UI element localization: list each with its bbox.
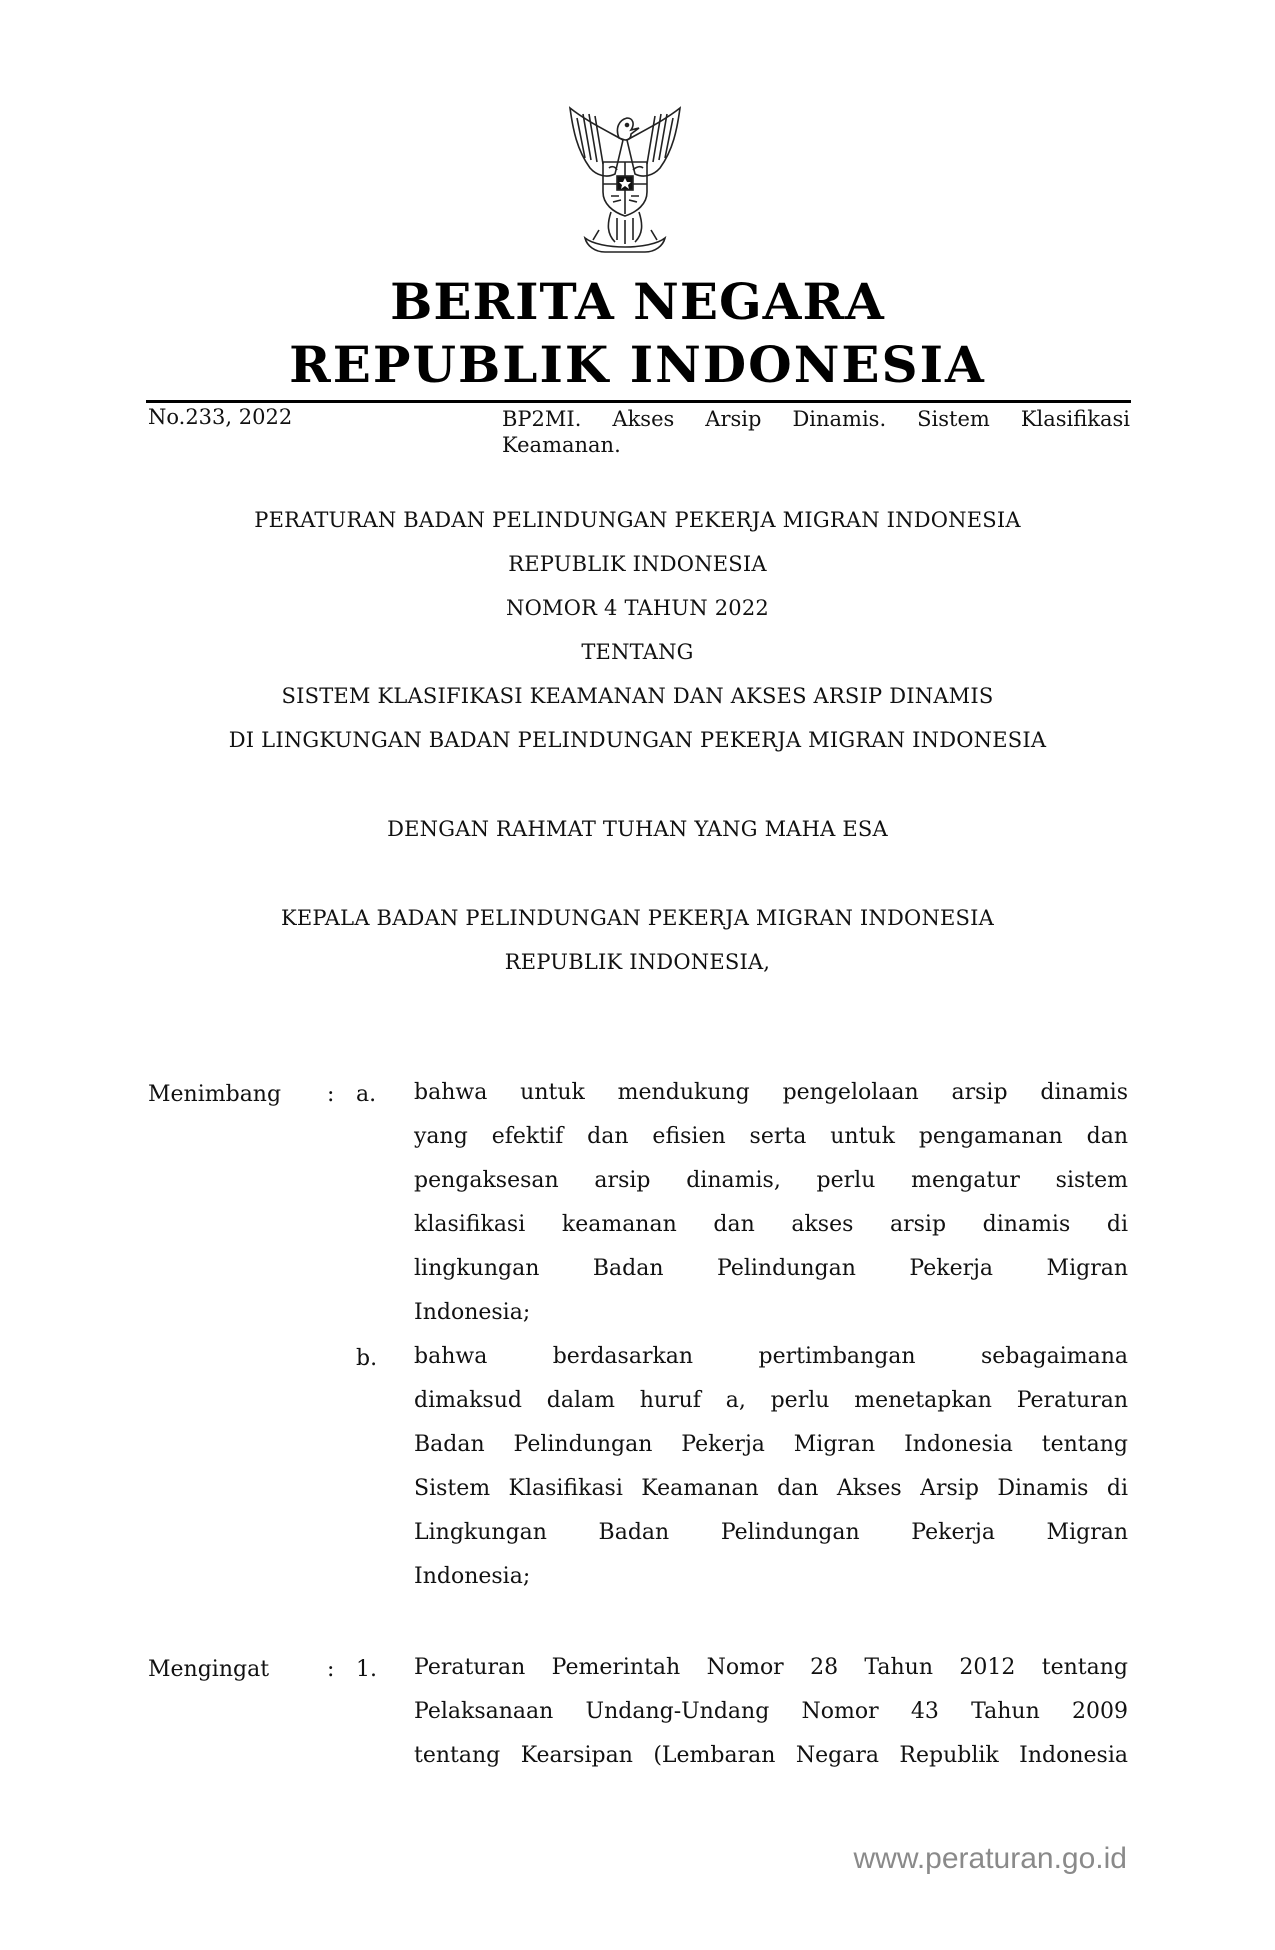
paragraph-line: yang efektif dan efisien serta untuk pengamanan dan — [414, 1124, 1128, 1149]
menimbang-item-marker: b. — [356, 1346, 378, 1371]
paragraph-line: Sistem Klasifikasi Keamanan dan Akses Arsip Dinamis di — [414, 1476, 1128, 1501]
paragraph-line: Pelaksanaan Undang-Undang Nomor 43 Tahun 2009 — [414, 1699, 1128, 1724]
masthead-title: BERITA NEGARA — [390, 272, 885, 331]
gazette-subject-line2: Keamanan. — [502, 433, 621, 457]
garuda-emblem-icon — [545, 100, 705, 260]
paragraph-line: Badan Pelindungan Pekerja Migran Indonesia tentang — [414, 1432, 1128, 1457]
paragraph-line: tentang Kearsipan (Lembaran Negara Republik Indonesia — [414, 1743, 1128, 1768]
menimbang-colon: : — [327, 1082, 335, 1107]
paragraph-line: klasifikasi keamanan dan akses arsip dinamis di — [414, 1212, 1128, 1237]
paragraph-line: lingkungan Badan Pelindungan Pekerja Migran — [414, 1256, 1128, 1281]
mengingat-item-marker: 1. — [356, 1657, 377, 1682]
paragraph-line: bahwa untuk mendukung pengelolaan arsip dinamis — [414, 1080, 1128, 1105]
menimbang-item-marker: a. — [356, 1082, 377, 1107]
paragraph-line: Indonesia; — [414, 1300, 531, 1325]
menimbang-item-b — [414, 1335, 1128, 1599]
footer-website-link[interactable]: www.peraturan.go.id — [853, 1842, 1127, 1875]
official-title-line1: KEPALA BADAN PELINDUNGAN PEKERJA MIGRAN INDONESIA — [280, 906, 995, 930]
masthead-divider — [146, 400, 1131, 403]
menimbang-item-a — [414, 1071, 1128, 1335]
official-title-line2: REPUBLIK INDONESIA, — [504, 950, 771, 974]
gazette-subject-line1: BP2MI. Akses Arsip Dinamis. Sistem Klasifikasi — [502, 407, 1130, 431]
regulation-title-line: DI LINGKUNGAN BADAN PELINDUNGAN PEKERJA MIGRAN INDONESIA — [228, 728, 1047, 752]
regulation-title-line: SISTEM KLASIFIKASI KEAMANAN DAN AKSES ARSIP DINAMIS — [281, 684, 994, 708]
paragraph-line: pengaksesan arsip dinamis, perlu mengatur sistem — [414, 1168, 1128, 1193]
invocation: DENGAN RAHMAT TUHAN YANG MAHA ESA — [387, 817, 888, 841]
mengingat-label: Mengingat — [148, 1657, 270, 1682]
paragraph-line: Indonesia; — [414, 1564, 531, 1589]
gazette-number: No.233, 2022 — [148, 405, 293, 429]
paragraph-line: bahwa berdasarkan pertimbangan sebagaimana — [414, 1344, 1128, 1369]
paragraph-line: Peraturan Pemerintah Nomor 28 Tahun 2012 tentang — [414, 1655, 1128, 1680]
mengingat-colon: : — [327, 1657, 335, 1682]
paragraph-line: dimaksud dalam huruf a, perlu menetapkan Peraturan — [414, 1388, 1128, 1413]
mengingat-item-1 — [414, 1646, 1128, 1778]
paragraph-line: Lingkungan Badan Pelindungan Pekerja Migran — [414, 1520, 1128, 1545]
regulation-title-line: NOMOR 4 TAHUN 2022 — [506, 596, 769, 620]
menimbang-label: Menimbang — [148, 1082, 282, 1107]
regulation-title-line: TENTANG — [581, 640, 694, 664]
masthead-subtitle: REPUBLIK INDONESIA — [289, 335, 986, 394]
regulation-title-line: REPUBLIK INDONESIA — [508, 552, 767, 576]
regulation-title-line: PERATURAN BADAN PELINDUNGAN PEKERJA MIGRAN INDONESIA — [254, 508, 1021, 532]
